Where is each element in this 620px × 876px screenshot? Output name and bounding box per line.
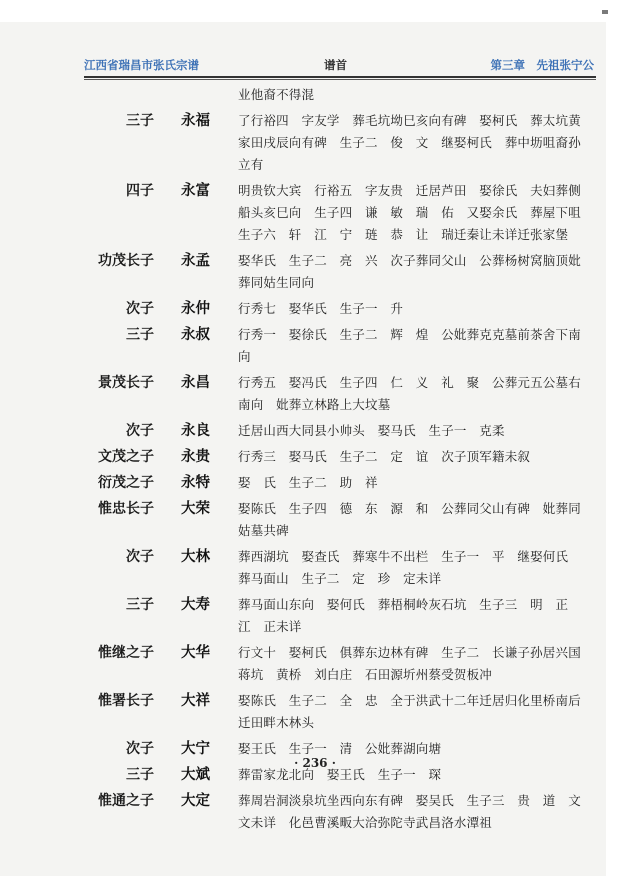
entry-text — [238, 110, 586, 176]
genealogy-entry — [0, 324, 620, 368]
entry-name: 大祥 — [181, 692, 210, 709]
entry-relation: 次子 — [126, 301, 154, 317]
entry-text — [238, 250, 586, 294]
entry-text — [238, 84, 586, 106]
header-section: 谱首 — [324, 58, 347, 72]
entry-name: 永特 — [181, 474, 210, 491]
entry-text-line: 娶华氏 生子二 亮 兴 次子葬同父山 公葬杨树窝脑顶妣 — [238, 253, 581, 268]
genealogy-entry — [0, 110, 620, 176]
entry-name: 大宁 — [181, 740, 210, 757]
entry-text-line: 向 — [238, 349, 251, 364]
genealogy-entry — [0, 180, 620, 246]
scan-border-top — [0, 0, 620, 22]
entry-text-line: 行秀七 娶华氏 生子一 升 — [238, 301, 404, 316]
entry-text-line: 立有 — [238, 157, 264, 172]
header-chapter-number: 第三章 — [490, 58, 525, 72]
entry-text — [238, 472, 586, 494]
entry-spacer — [0, 834, 620, 838]
entry-text-line: 行秀五 娶冯氏 生子四 仁 义 礼 聚 公葬元五公墓右 — [238, 375, 581, 390]
genealogy-entries — [0, 84, 620, 838]
entry-name: 永仲 — [181, 300, 210, 317]
header-rule-thick — [84, 76, 596, 78]
genealogy-entry — [0, 498, 620, 542]
entry-relation: 景茂长子 — [98, 375, 154, 391]
genealogy-entry — [0, 546, 620, 590]
entry-text-line: 业他裔不得混 — [238, 87, 315, 102]
entry-text-line: 船头亥巳向 生子四 谦 敏 瑞 佑 又娶余氏 葬屋下咀 — [238, 205, 581, 220]
entry-text-line: 行文十 娶柯氏 俱葬东边林有碑 生子二 长谦子孙居兴国 — [238, 645, 581, 660]
entry-relation: 惟继之子 — [98, 645, 154, 661]
entry-text-line: 葬西湖坑 娶查氏 葬寒牛不出栏 生子一 平 继娶何氏 — [238, 549, 569, 564]
genealogy-entry — [0, 84, 620, 106]
entry-text — [238, 180, 586, 246]
entry-relation: 三子 — [126, 767, 154, 783]
entry-relation: 文茂之子 — [98, 449, 154, 465]
entry-name: 永福 — [181, 112, 210, 129]
entry-text — [238, 446, 586, 468]
entry-text-line: 明贵钦大宾 行裕五 字友贵 迁居芦田 娶徐氏 夫妇葬侧 — [238, 183, 581, 198]
entry-text-line: 南向 妣葬立林路上大坟墓 — [238, 397, 391, 412]
entry-text-line: 文未详 化邑曹溪畈大洽弥陀寺武昌洛水潭祖 — [238, 815, 493, 830]
entry-text-line: 迁田畔木林头 — [238, 715, 315, 730]
genealogy-entry — [0, 446, 620, 468]
entry-name: 永富 — [181, 182, 210, 199]
entry-text-line: 娶陈氏 生子四 德 东 源 和 公葬同父山有碑 妣葬同 — [238, 501, 581, 516]
genealogy-entry — [0, 594, 620, 638]
entry-relation: 功茂长子 — [98, 253, 154, 269]
entry-text — [238, 420, 586, 442]
page-number: · 236 · — [294, 756, 336, 770]
entry-text — [238, 372, 586, 416]
entry-relation: 衍茂之子 — [98, 475, 154, 491]
entry-relation: 次子 — [126, 549, 154, 565]
entry-text-line: 葬同姑生同向 — [238, 275, 315, 290]
entry-text-line: 姑墓共碑 — [238, 523, 289, 538]
entry-text-line: 家田戌辰向有碑 生子二 俊 文 继娶柯氏 葬中坜咀裔孙 — [238, 135, 581, 150]
entry-name: 永昌 — [181, 374, 210, 391]
entry-text — [238, 790, 586, 834]
entry-name: 大寿 — [181, 596, 210, 613]
entry-relation: 三子 — [126, 327, 154, 343]
entry-text — [238, 642, 586, 686]
genealogy-entry — [0, 690, 620, 734]
entry-text — [238, 324, 586, 368]
header-chapter-title: 先祖张宁公 — [536, 58, 594, 72]
entry-text — [238, 298, 586, 320]
entry-relation: 惟署长子 — [98, 693, 154, 709]
genealogy-entry — [0, 420, 620, 442]
entry-name: 永良 — [181, 422, 210, 439]
entry-relation: 四子 — [126, 183, 154, 199]
entry-relation: 三子 — [126, 113, 154, 129]
genealogy-entry — [0, 472, 620, 494]
entry-text-line: 行秀一 娶徐氏 生子二 辉 煌 公妣葬克克墓前茶舍下南 — [238, 327, 581, 342]
scan-mark — [602, 10, 608, 14]
entry-relation: 惟忠长子 — [98, 501, 154, 517]
entry-text-line: 生子六 轩 江 宁 琏 恭 让 瑞迁秦让未详迁张家堡 — [238, 227, 569, 242]
entry-relation: 次子 — [126, 741, 154, 757]
entry-name: 永叔 — [181, 326, 210, 343]
genealogy-entry — [0, 642, 620, 686]
entry-name: 大定 — [181, 792, 210, 809]
header-chapter — [491, 57, 595, 73]
header-rule-thin — [84, 79, 596, 80]
entry-name: 大荣 — [181, 500, 210, 517]
entry-text-line: 迁居山西大同县小帅头 娶马氏 生子一 克柔 — [238, 423, 505, 438]
entry-name: 永孟 — [181, 252, 210, 269]
entry-name: 大林 — [181, 548, 210, 565]
entry-text-line: 了行裕四 字友学 葬毛坑坳巳亥向有碑 娶柯氏 葬太坑黄 — [238, 113, 581, 128]
running-header — [84, 55, 594, 77]
genealogy-entry — [0, 372, 620, 416]
entry-text-line: 葬周岩洞淡泉坑坐西向东有碑 娶吴氏 生子三 贵 道 文 — [238, 793, 581, 808]
entry-text — [238, 594, 586, 638]
entry-relation: 三子 — [126, 597, 154, 613]
entry-text — [238, 546, 586, 590]
entry-name: 永贵 — [181, 448, 210, 465]
entry-text-line: 娶王氏 生子一 清 公妣葬湖向塘 — [238, 741, 442, 756]
entry-text-line: 葬雷家龙北向 娶王氏 生子一 琛 — [238, 767, 442, 782]
entry-text-line: 蒋坑 黄桥 刘白庄 石田源圻州蔡受贺板冲 — [238, 667, 493, 682]
entry-relation: 惟通之子 — [98, 793, 154, 809]
entry-text-line: 葬马面山东向 娶何氏 葬梧桐岭灰石坑 生子三 明 正 — [238, 597, 569, 612]
genealogy-entry — [0, 790, 620, 834]
entry-relation: 次子 — [126, 423, 154, 439]
entry-text-line: 葬马面山 生子二 定 珍 定未详 — [238, 571, 442, 586]
entry-name: 大斌 — [181, 766, 210, 783]
entry-text — [238, 690, 586, 734]
header-book-title: 江西省瑞昌市张氏宗谱 — [84, 58, 199, 72]
entry-name: 大华 — [181, 644, 210, 661]
entry-text-line: 娶 氏 生子二 助 祥 — [238, 475, 378, 490]
genealogy-entry — [0, 298, 620, 320]
entry-text-line: 娶陈氏 生子二 全 忠 全于洪武十二年迁居归化里桥南后 — [238, 693, 581, 708]
entry-text-line: 江 正未详 — [238, 619, 302, 634]
entry-text — [238, 498, 586, 542]
genealogy-entry — [0, 250, 620, 294]
entry-text-line: 行秀三 娶马氏 生子二 定 谊 次子顶军籍未叙 — [238, 449, 531, 464]
